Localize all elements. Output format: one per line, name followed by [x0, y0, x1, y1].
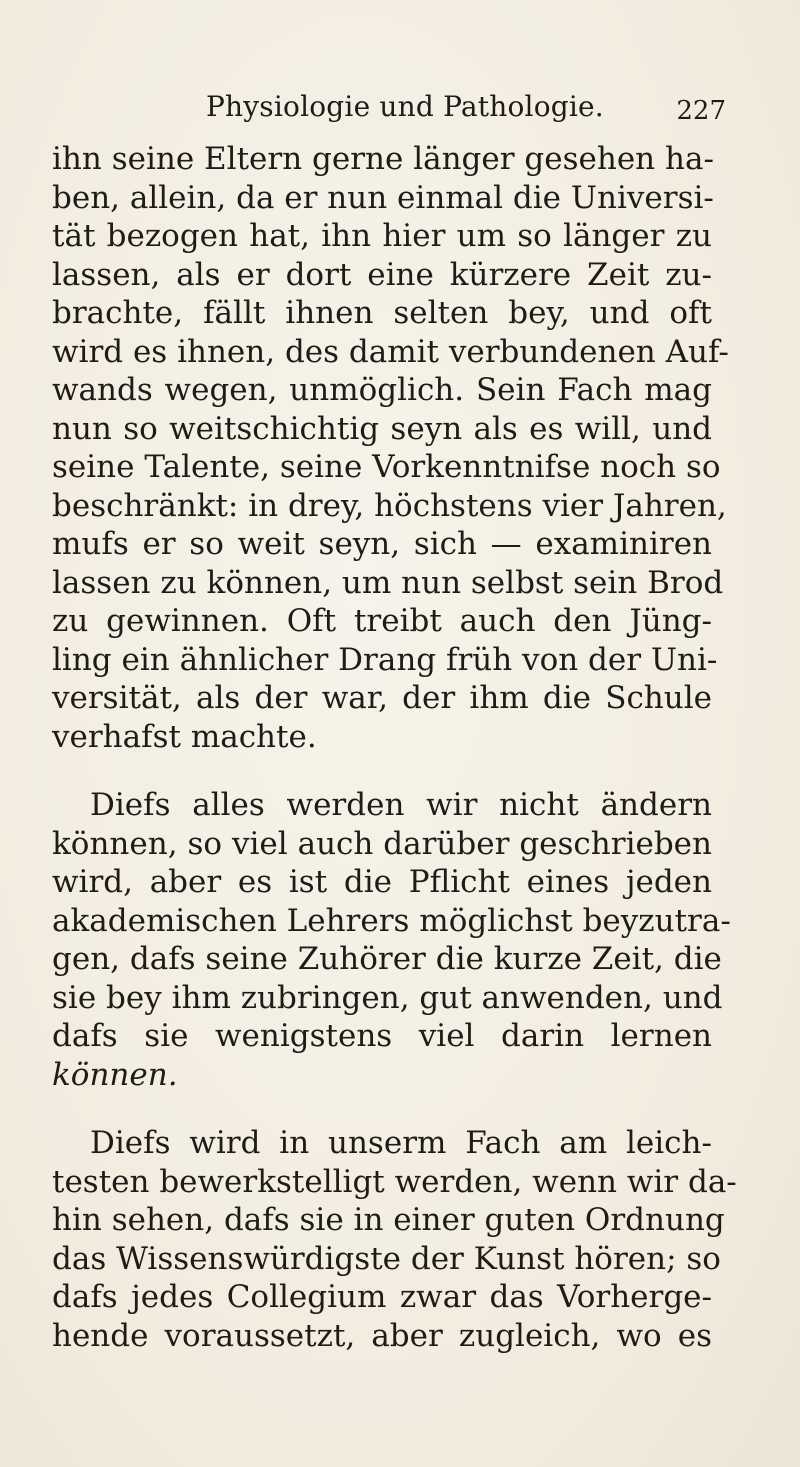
text-line: lassen, als er dort eine kürzere Zeit zu-: [52, 256, 712, 293]
text-line: lassen zu können, um nun selbst sein Brod: [52, 564, 724, 601]
text-line: hin sehen, dafs sie in einer guten Ordnung: [52, 1202, 725, 1238]
text-line: wands wegen, unmöglich. Sein Fach mag: [52, 372, 712, 408]
text-line: testen bewerkstelligt werden, wenn wir da-: [52, 1163, 737, 1200]
text-line: hende voraussetzt, aber zugleich, wo es: [52, 1317, 712, 1354]
paragraph-gap: [52, 1094, 712, 1124]
text-line: sie bey ihm zubringen, gut anwenden, und: [52, 979, 723, 1016]
paragraph-gap: [52, 756, 712, 786]
page-number: 227: [676, 96, 726, 126]
page-header: [206, 90, 726, 132]
running-head: Physiologie und Pathologie.: [206, 90, 604, 123]
text-line: ling ein ähnlicher Drang früh von der Uni-: [52, 641, 718, 678]
text-line: Diefs alles werden wir nicht ändern: [90, 787, 712, 823]
text-line: Diefs wird in unserm Fach am leich-: [90, 1125, 712, 1161]
text-line: wird, aber es ist die Pflicht eines jeden: [52, 864, 712, 900]
paragraph-1: [52, 140, 729, 756]
text-line: seine Talente, seine Vorkenntnifse noch so: [52, 449, 721, 485]
text-line: das Wissenswürdigste der Kunst hören; so: [52, 1240, 721, 1277]
paragraph-3: [52, 1124, 737, 1355]
text-line: zu gewinnen. Oft treibt auch den Jüng-: [52, 603, 712, 639]
text-line: mufs er so weit seyn, sich — examiniren: [52, 526, 712, 562]
text-line: versität, als der war, der ihm die Schule: [52, 680, 712, 716]
text-line: können.: [52, 1056, 178, 1093]
paragraph-2: [52, 786, 731, 1094]
text-line: tät bezogen hat, ihn hier um so länger zu: [52, 218, 712, 254]
text-line: können, so viel auch darüber geschrieben: [52, 825, 712, 862]
text-line: brachte, fällt ihnen selten bey, und oft: [52, 295, 712, 331]
text-line: akademischen Lehrers möglichst beyzutra-: [52, 902, 731, 939]
text-line: dafs jedes Collegium zwar das Vorherge-: [52, 1279, 712, 1315]
text-line: gen, dafs seine Zuhörer die kurze Zeit, die: [52, 941, 722, 977]
text-line: nun so weitschichtig seyn als es will, und: [52, 410, 712, 447]
text-line: ihn seine Eltern gerne länger gesehen ha-: [52, 141, 714, 177]
text-line: wird es ihnen, des damit verbundenen Auf-: [52, 333, 729, 370]
text-line: ben, allein, da er nun einmal die Universi-: [52, 179, 714, 216]
body-text: [52, 140, 737, 1355]
text-line: dafs sie wenigstens viel darin lernen: [52, 1018, 712, 1054]
text-line: verhafst machte.: [52, 718, 317, 755]
text-line: beschränkt: in drey, höchstens vier Jahren,: [52, 487, 727, 524]
